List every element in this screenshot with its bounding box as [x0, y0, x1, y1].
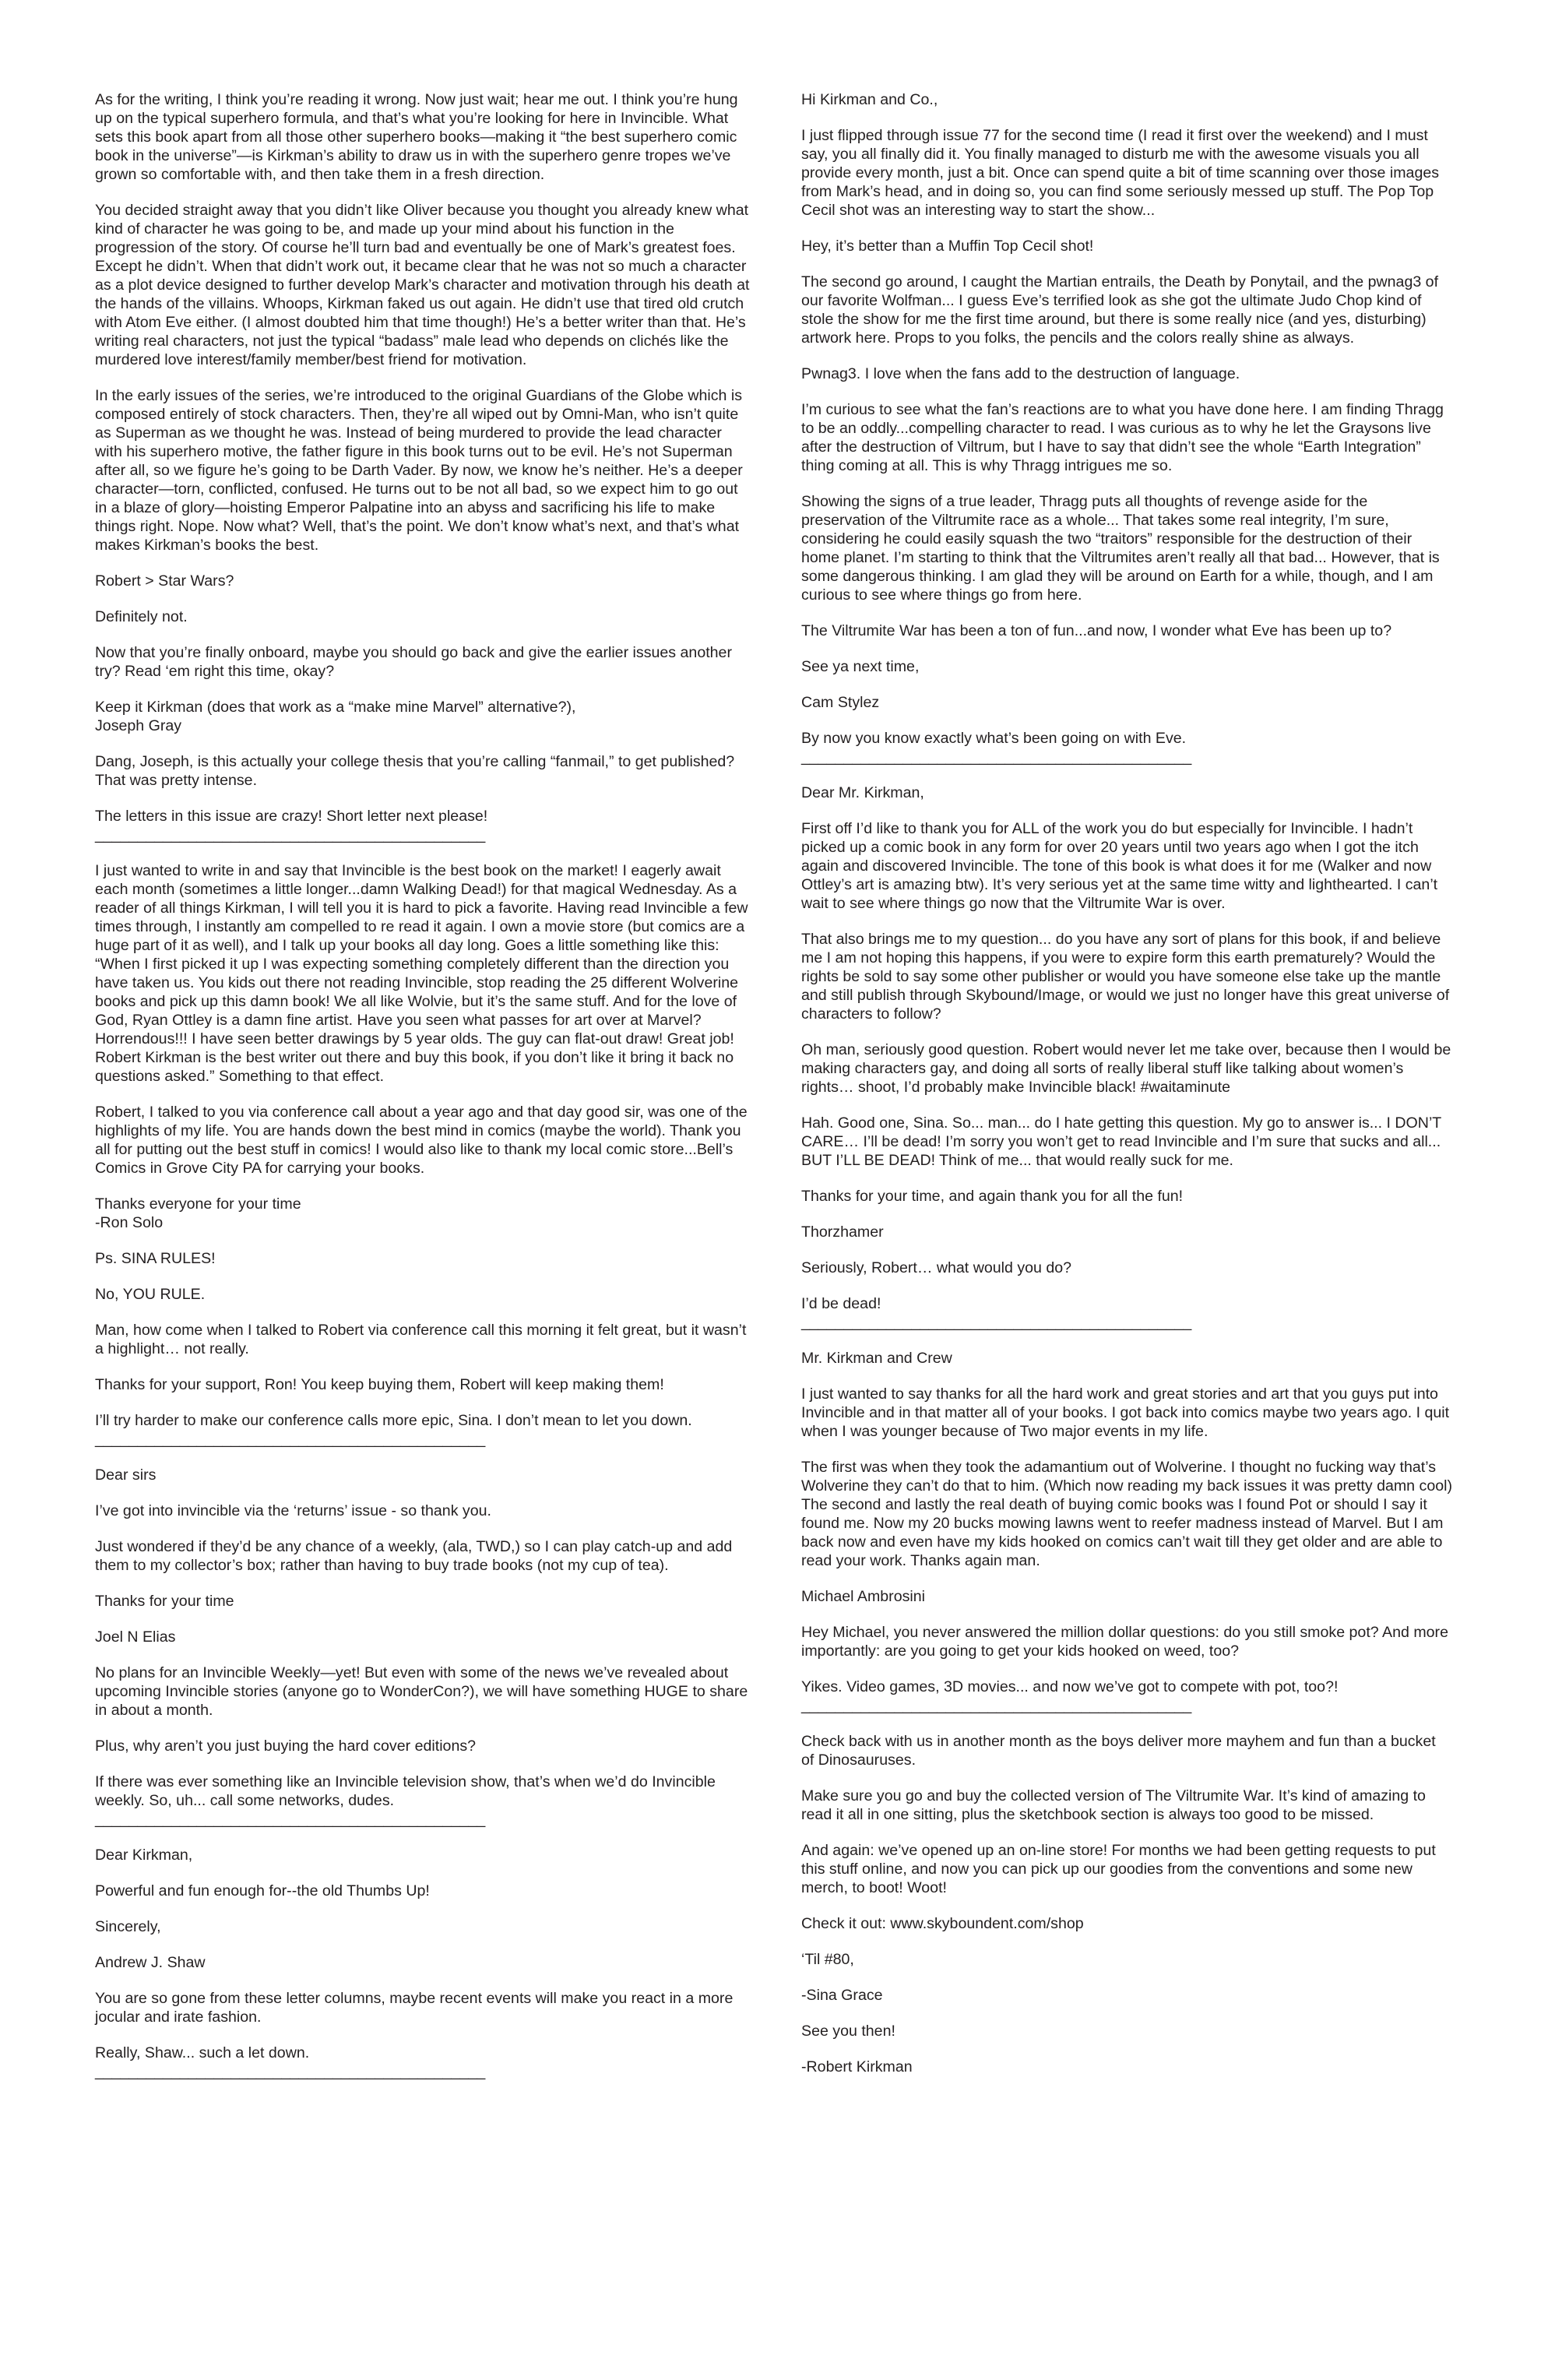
paragraph: Dang, Joseph, is this actually your college thesis that you’re calling “fanmail,” to get published? That was pretty intense. [95, 753, 735, 789]
paragraph: Now that you’re finally onboard, maybe you should go back and give the earlier issues another try? Read ‘em right this time, okay? [95, 644, 732, 680]
paragraph: Plus, why aren’t you just buying the hard cover editions? [95, 1737, 477, 1755]
paragraph: See you then! [801, 2023, 895, 2040]
link-text[interactable]: ‘Til #80, [801, 1951, 854, 1968]
paragraph: Cam Stylez [801, 694, 880, 711]
paragraph: Ps. SINA RULES! [95, 1250, 216, 1267]
paragraph: As for the writing, I think you’re reading it wrong. Now just wait; hear me out. I think you’re hung up on the typical superhero formula, and that’s what you’re looking for here in Invincible. What sets this book apart from all those other superhero books—making it “the best superhero comic book in the universe”—is Kirkman’s ability to draw us in with the superhero genre tropes we’ve grown so comfortable with, and then take them in a fresh direction. [95, 91, 738, 183]
paragraph: The letters in this issue are crazy! Short letter next please! ______________________________________________ [95, 808, 488, 843]
paragraph: Showing the signs of a true leader, Thragg puts all thoughts of revenge aside for the preservation of the Viltrumite race as a whole... That takes some real integrity, I’m sure, considering he could easily squash the two “traitors” responsible for the destruction of their home planet. I’m starting to think that the Viltrumites aren’t really all that bad... However, that is some dangerous thinking. I am glad they will be around on Earth for a while, though, and I am curious to see where things go from here. [801, 493, 1440, 604]
paragraph: Definitely not. [95, 608, 188, 625]
paragraph: Thanks for your support, Ron! You keep buying them, Robert will keep making them! [95, 1376, 664, 1393]
paragraph: In the early issues of the series, we’re introduced to the original Guardians of the Globe which is composed entirely of stock characters. Then, they’re all wiped out by Omni-Man, who isn’t quite as Superman as we thought he was. Instead of being murdered to provide the lead character with his superhero motive, the father figure in this book turns out to be evil. He’s not Superman after all, so we figure he’s going to be Darth Vader. By now, we know he’s neither. He’s a deeper character—torn, conflicted, confused. He turns out to be not all bad, so we expect him to go out in a blaze of glory—hoisting Emperor Palpatine into an abyss and sacrificing his life to make things right. Nope. Now what? Well, that’s the point. We don’t know what’s next, and that’s what makes Kirkman’s books the best. [95, 387, 743, 554]
paragraph: Thanks for your time [95, 1593, 234, 1610]
paragraph: Mr. Kirkman and Crew [801, 1350, 952, 1367]
paragraph: Oh man, seriously good question. Robert would never let me take over, because then I would be making characters gay, and doing all sorts of really liberal stuff like talking about women’s rights… shoot, I’d probably make Invincible black! #waitaminute [801, 1041, 1451, 1096]
paragraph: Robert, I talked to you via conference call about a year ago and that day good sir, was one of the highlights of my life. You are hands down the best mind in comics (maybe the world). Thank you all for putting out the best stuff in comics! I would also like to thank my local comic store...Bell’s Comics in Grove City PA for carrying your books. [95, 1104, 748, 1177]
paragraph: Dear sirs [95, 1466, 157, 1484]
paragraph: Thanks everyone for your time -Ron Solo [95, 1195, 301, 1231]
paragraph: Seriously, Robert… what would you do? [801, 1259, 1072, 1276]
paragraph: I just wanted to say thanks for all the hard work and great stories and art that you guys put into Invincible and in that matter all of your books. I got back into comics maybe two years ago. I quit when I was younger because of Two major events in my life. [801, 1385, 1450, 1440]
right-column [801, 90, 1452, 2093]
paragraph: Joel N Elias [95, 1628, 176, 1646]
paragraph: If there was ever something like an Invincible television show, that’s when we’d do Invincible weekly. So, uh... call some networks, dudes. ______________________________________________ [95, 1773, 716, 1828]
paragraph: The second go around, I caught the Martian entrails, the Death by Ponytail, and the pwnag3 of our favorite Wolfman... I guess Eve’s terrified look as she got the ultimate Judo Chop kind of stole the show for me the first time around, but there is some really nice (and yes, disturbing) artwork here. Props to you folks, the pencils and the colors really shine as always. [801, 273, 1439, 347]
paragraph: Hi Kirkman and Co., [801, 91, 938, 108]
paragraph: By now you know exactly what’s been going on with Eve. ______________________________________________ [801, 730, 1192, 766]
paragraph: No, YOU RULE. [95, 1286, 206, 1303]
paragraph: -Sina Grace [801, 1987, 883, 2004]
paragraph: Check it out: www.skyboundent.com/shop [801, 1915, 1084, 1932]
paragraph: Thorzhamer [801, 1223, 884, 1241]
paragraph: Make sure you go and buy the collected version of The Viltrumite War. It’s kind of amazing to read it all in one sitting, plus the sketchbook section is always too good to be missed. [801, 1787, 1426, 1823]
paragraph: First off I’d like to thank you for ALL of the work you do but especially for Invincible. I hadn’t picked up a comic book in any form for over 20 years until two years ago when I got the itch again and discovered Invincible. The tone of this book is what does it for me (Walker and now Ottley’s art is amazing btw). It’s very serious yet at the same time witty and lighthearted. I can’t wait to see where things go now that the Viltrumite War is over. [801, 820, 1438, 912]
paragraph: You are so gone from these letter columns, maybe recent events will make you react in a more jocular and irate fashion. [95, 1990, 734, 2026]
paragraph: Hey, it’s better than a Muffin Top Cecil shot! [801, 238, 1094, 255]
paragraph: -Robert Kirkman [801, 2058, 913, 2075]
paragraph: Dear Kirkman, [95, 1847, 193, 1864]
paragraph: Hah. Good one, Sina. So... man... do I hate getting this question. My go to answer is... I DON’T CARE… I’ll be dead! I’m sorry you won’t get to read Invincible and I’m sure that sucks and all... BUT I’LL BE DEAD! Think of me... that would really suck for me. [801, 1114, 1441, 1169]
paragraph: I’ll try harder to make our conference calls more epic, Sina. I don’t mean to let you down. ______________________________________________ [95, 1412, 692, 1448]
paragraph: I just flipped through issue 77 for the second time (I read it first over the weekend) and I must say, you all finally did it. You finally managed to disturb me with the awesome visuals you all provide every month, just a bit. Once can spend quite a bit of time scanning over those images from Mark’s head, and in doing so, you can find some seriously messed up stuff. The Pop Top Cecil shot was an interesting way to start the show... [801, 127, 1440, 219]
paragraph: Keep it Kirkman (does that work as a “make mine Marvel” alternative?), Joseph Gray [95, 699, 576, 734]
paragraph: Dear Mr. Kirkman, [801, 784, 924, 801]
paragraph: And again: we’ve opened up an on-line store! For months we had been getting requests to put this stuff online, and now you can pick up our goodies from the conventions and some new merch, to boot! Woot! [801, 1842, 1436, 1896]
paragraph: Andrew J. Shaw [95, 1954, 206, 1971]
paragraph: I’d be dead! ______________________________________________ [801, 1295, 1192, 1331]
paragraph: The Viltrumite War has been a ton of fun...and now, I wonder what Eve has been up to? [801, 622, 1392, 639]
paragraph: Hey Michael, you never answered the million dollar questions: do you still smoke pot? And more importantly: are you going to get your kids hooked on weed, too? [801, 1624, 1448, 1660]
left-column [95, 90, 753, 2098]
paragraph: Man, how come when I talked to Robert via conference call this morning it felt great, but it wasn’t a highlight… not really. [95, 1322, 747, 1357]
paragraph: Thanks for your time, and again thank you for all the fun! [801, 1188, 1184, 1205]
paragraph: That also brings me to my question... do you have any sort of plans for this book, if and believe me I am not hoping this happens, if you were to expire form this earth prematurely? Would the rights be sold to say some other publisher or would you have someone else take up the mantle and still publish through Skybound/Image, or would we just no longer have this great universe of characters to follow? [801, 931, 1450, 1023]
paragraph: Robert > Star Wars? [95, 572, 234, 590]
paragraph: Powerful and fun enough for--the old Thumbs Up! [95, 1882, 430, 1899]
paragraph: You decided straight away that you didn’t like Oliver because you thought you already knew what kind of character he was going to be, and made up your mind about his function in the progression of the story. Of course he’ll turn bad and eventually be one of Mark’s greatest foes. Except he didn’t. When that didn’t work out, it became clear that he was not so much a character as a plot device designed to further develop Mark’s character and motivation through his death at the hands of the villains. Whoops, Kirkman faked us out again. He didn’t use that tired old crutch with Atom Eve either. (I almost doubted him that time though!) He’s a better writer than that. He’s writing real characters, not just the typical “badass” male lead who depends on clichés like the murdered love interest/family member/best friend for motivation. [95, 202, 750, 368]
paragraph: Sincerely, [95, 1918, 161, 1935]
paragraph: The first was when they took the adamantium out of Wolverine. I thought no fucking way that’s Wolverine they can’t do that to him. (Which now reading my back issues it was pretty damn cool) The second and lastly the real death of buying comic books was I found Pot or should I say it found me. Now my 20 bucks mowing lawns went to reefer madness instead of Marvel. But I am back now and even have my kids hooked on comics can’t wait till they get older and are able to read your work. Thanks again man. [801, 1459, 1452, 1569]
paragraph: I just wanted to write in and say that Invincible is the best book on the market! I eagerly await each month (sometimes a little longer...damn Walking Dead!) for that magical Wednesday. As a reader of all things Kirkman, I will tell you it is hard to pick a favorite. Having read Invincible a few times through, I instantly am compelled to re read it again. I own a movie store (but comics are a huge part of it as well), and I talk up your books all day long. Goes a little something like this: “When I first picked it up I was expecting something completely different than the direction you have taken us. You kids out there not reading Invincible, stop reading the 25 different Wolverine books and pick up this damn book! We all like Wolvie, but it’s the same stuff. And for the love of God, Ryan Ottley is a damn fine artist. Have you seen what passes for art over at Marvel? Horrendous!!! I have seen better drawings by 5 year olds. The guy can flat-out draw! Great job! Robert Kirkman is the best writer out there and buy this book, if you don’t like it bring it back no questions asked.” Something to that effect. [95, 862, 748, 1085]
paragraph: I’m curious to see what the fan’s reactions are to what you have done here. I am finding Thragg to be an oddly...compelling character to read. I was curious as to why he let the Graysons live after the destruction of Viltrum, but I have to say that didn’t see the whole “Earth Integration” thing coming at all. This is why Thragg intrigues me so. [801, 401, 1444, 474]
paragraph: Really, Shaw... such a let down. ______________________________________________ [95, 2044, 486, 2080]
paragraph: Michael Ambrosini [801, 1588, 925, 1605]
paragraph: See ya next time, [801, 658, 920, 675]
paragraph: Just wondered if they’d be any chance of a weekly, (ala, TWD,) so I can play catch-up and add them to my collector’s box; rather than having to buy trade books (not my cup of tea). [95, 1538, 733, 1574]
paragraph: I’ve got into invincible via the ‘returns’ issue - so thank you. [95, 1502, 491, 1519]
paragraph: Yikes. Video games, 3D movies... and now we’ve got to compete with pot, too?! ______________________________________________ [801, 1678, 1339, 1714]
paragraph: Pwnag3. I love when the fans add to the destruction of language. [801, 365, 1240, 382]
paragraph: Check back with us in another month as the boys deliver more mayhem and fun than a bucket of Dinosauruses. [801, 1733, 1436, 1769]
paragraph: No plans for an Invincible Weekly—yet! But even with some of the news we’ve revealed about upcoming Invincible stories (anyone go to WonderCon?), we will have something HUGE to share in about a month. [95, 1664, 748, 1719]
